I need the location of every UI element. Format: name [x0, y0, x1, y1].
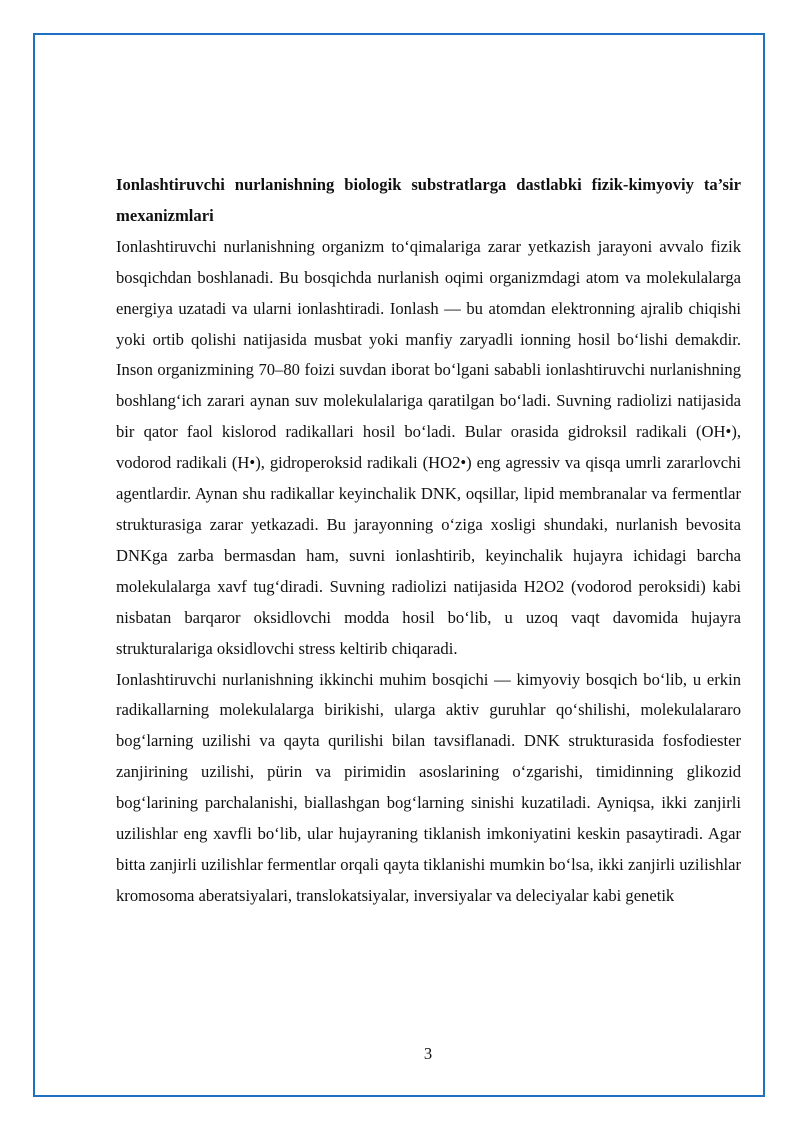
paragraph-1: Ionlashtiruvchi nurlanishning organizm to‘qimalariga zarar yetkazish jarayoni avvalo fizik bosqichdan boshlanadi. Bu bosqichda nurlanish oqimi organizmdagi atom va molekulalarga energiya uzatadi va ularni ionlashtiradi. Ionlash — bu atomdan elektronning ajralib chiqishi yoki ortib qolishi natijasida musbat yoki manfiy zaryadli ionning hosil bo‘lishi demakdir. Inson organizmining 70–80 foizi suvdan iborat bo‘lgani sababli ionlashtiruvchi nurlanishning boshlang‘ich zarari aynan suv molekulalariga qaratilgan bo‘ladi. Suvning radiolizi natijasida bir qator faol kislorod radikallari hosil bo‘ladi. Bular orasida gidroksil radikali (OH•), vodorod radikali (H•), gidroperoksid radikali (HO2•) eng agressiv va qisqa umrli zararlovchi agentlardir. Aynan shu radikallar keyinchalik DNK, oqsillar, lipid membranalar va fermentlar strukturasiga zarar yetkazadi. Bu jarayonning o‘ziga xosligi shundaki, nurlanish bevosita DNKga zarba bermasdan ham, suvni ionlashtirib, keyinchalik hujayra ichidagi barcha molekulalarga xavf tug‘diradi. Suvning radiolizi natijasida H2O2 (vodorod peroksidi) kabi nisbatan barqaror oksidlovchi modda hosil bo‘lib, u uzoq vaqt davomida hujayra strukturalariga oksidlovchi stress keltirib chiqaradi.	[116, 236, 741, 658]
section-heading: Ionlashtiruvchi nurlanishning biologik substratlarga dastlabki fizik-kimyoviy ta’sir mexanizmlari	[116, 175, 741, 225]
page-number: 3	[423, 1044, 433, 1063]
document-body	[116, 170, 741, 912]
paragraph-2: Ionlashtiruvchi nurlanishning ikkinchi muhim bosqichi — kimyoviy bosqich bo‘lib, u erkin radikallarning molekulalarga birikishi, ularga aktiv guruhlar qo‘shilishi, molekulalararo bog‘larning uzilishi va qayta qurilishi bilan tavsiflanadi. DNK strukturasida fosfodiester zanjirining uzilishi, pürin va pirimidin asoslarining o‘zgarishi, timidinning glikozid bog‘larining parchalanishi, biallashgan bog‘larning sinishi kuzatiladi. Ayniqsa, ikki zanjirli uzilishlar eng xavfli bo‘lib, ular hujayraning tiklanish imkoniyatini keskin pasaytiradi. Agar bitta zanjirli uzilishlar fermentlar orqali qayta tiklanishi mumkin bo‘lsa, ikki zanjirli uzilishlar kromosoma aberatsiyalari, translokatsiyalar, inversiyalar va deleciyalar kabi genetik	[116, 669, 741, 905]
